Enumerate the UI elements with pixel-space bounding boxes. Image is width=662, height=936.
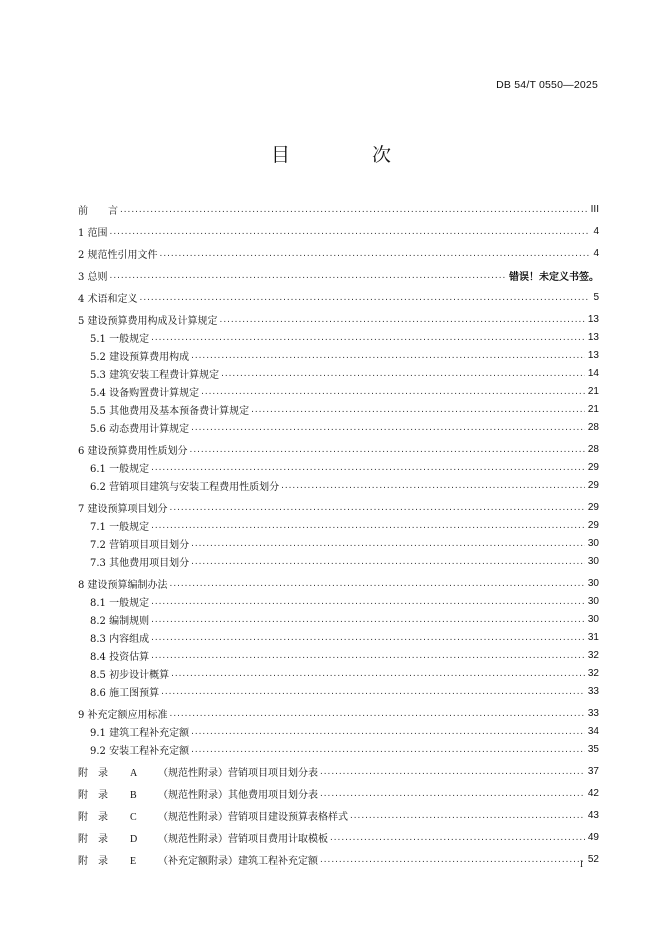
appendix-letter: D: [130, 833, 138, 845]
toc-entry[interactable]: [78, 592, 599, 610]
toc-entry-page: 29: [587, 501, 599, 513]
toc-entry-label: 5.4 设备购置费计算规定: [90, 384, 201, 399]
toc-entry-label: 5.3 建筑安装工程费计算规定: [90, 366, 221, 381]
toc-entry-label: 3 总则: [78, 268, 110, 283]
toc-entry-page: 37: [587, 765, 599, 777]
appendix-word: 附 录: [78, 833, 108, 845]
dot-leader: [151, 614, 585, 625]
dot-leader: [191, 538, 585, 549]
toc-entry-page: 28: [587, 443, 599, 455]
toc-entry[interactable]: [78, 704, 599, 722]
toc-entry-label: 7.3 其他费用项目划分: [90, 554, 191, 569]
dot-leader: [151, 596, 585, 607]
toc-entry[interactable]: [78, 200, 599, 218]
dot-leader: [170, 708, 585, 719]
dot-leader: [191, 744, 585, 755]
toc-entry[interactable]: [78, 244, 599, 262]
dot-leader: [151, 632, 585, 643]
appendix-word: 附 录: [78, 855, 108, 867]
toc-entry-label: [78, 786, 320, 801]
toc-entry-label: 8 建设预算编制办法: [78, 576, 170, 591]
toc-entry-page: 14: [587, 367, 599, 379]
toc-entry-page: 31: [587, 631, 599, 643]
dot-leader: [160, 248, 591, 259]
toc-entry-label: 9.1 建筑工程补充定额: [90, 724, 191, 739]
dot-leader: [151, 650, 585, 661]
toc-entry-page: 29: [587, 519, 599, 531]
toc-entry-label: 8.4 投资估算: [90, 648, 151, 663]
toc-entry-page: 21: [587, 385, 599, 397]
dot-leader: [151, 520, 585, 531]
toc-entry-label: 2 规范性引用文件: [78, 246, 160, 261]
toc-entry[interactable]: [78, 850, 599, 868]
toc-entry-page: 42: [587, 787, 599, 799]
dot-leader: [220, 314, 585, 325]
appendix-word: 附 录: [78, 789, 108, 801]
toc-entry-page: 13: [587, 331, 599, 343]
appendix-letter: E: [130, 855, 137, 867]
toc-entry-label: 6 建设预算费用性质划分: [78, 442, 190, 457]
dot-leader: [191, 726, 585, 737]
toc-entry-label: [78, 808, 350, 823]
toc-entry-label: 4 术语和定义: [78, 290, 140, 305]
toc-entry[interactable]: [78, 664, 599, 682]
dot-leader: [110, 226, 591, 237]
toc-entry-page: 30: [587, 595, 599, 607]
toc-entry-label: 9 补充定额应用标准: [78, 706, 170, 721]
dot-leader: [170, 502, 585, 513]
toc-entry[interactable]: [78, 418, 599, 436]
appendix-description: （规范性附录）营销项目建设预算表格样式: [158, 811, 348, 823]
dot-leader: [161, 686, 585, 697]
toc-entry[interactable]: [78, 610, 599, 628]
toc-entry-label: 前 言: [78, 202, 120, 217]
dot-leader: [190, 444, 585, 455]
document-id: DB 54/T 0550—2025: [496, 79, 598, 91]
toc-entry-page: 错误！未定义书签。: [509, 271, 599, 283]
toc-entry-page: 30: [587, 577, 599, 589]
toc-entry-page: 35: [587, 743, 599, 755]
appendix-description: （补充定额附录）建筑工程补充定额: [158, 855, 318, 867]
toc-entry[interactable]: [78, 346, 599, 364]
toc-entry-page: 30: [587, 537, 599, 549]
toc-entry-page: 49: [587, 831, 599, 843]
toc-entry-label: 5 建设预算费用构成及计算规定: [78, 312, 220, 327]
toc-entry-page: 5: [593, 291, 599, 303]
appendix-description: （规范性附录）营销项目费用计取模板: [158, 833, 328, 845]
toc-entry-page: 30: [587, 555, 599, 567]
toc-entry-label: [78, 764, 320, 779]
appendix-word: 附 录: [78, 811, 108, 823]
toc-entry-label: [78, 830, 330, 845]
toc-entry-page: 32: [587, 649, 599, 661]
toc-entry[interactable]: [78, 364, 599, 382]
dot-leader: [320, 854, 585, 865]
dot-leader: [251, 404, 585, 415]
toc-entry-page: 33: [587, 685, 599, 697]
toc-entry[interactable]: [78, 400, 599, 418]
appendix-letter: C: [130, 811, 137, 823]
toc-entry[interactable]: [78, 516, 599, 534]
toc-entry-label: 7 建设预算项目划分: [78, 500, 170, 515]
toc-entry[interactable]: [78, 534, 599, 552]
table-of-contents: [78, 200, 599, 868]
toc-entry[interactable]: [78, 682, 599, 700]
toc-entry[interactable]: [78, 722, 599, 740]
toc-entry[interactable]: [78, 440, 599, 458]
toc-entry-label: 7.1 一般规定: [90, 518, 151, 533]
toc-entry[interactable]: [78, 310, 599, 328]
dot-leader: [320, 788, 585, 799]
toc-entry-page: 4: [593, 247, 599, 259]
toc-entry-page: 32: [587, 667, 599, 679]
toc-entry-page: 21: [587, 403, 599, 415]
page-title: 目 次: [270, 144, 430, 166]
toc-entry-page: 43: [587, 809, 599, 821]
dot-leader: [151, 332, 585, 343]
dot-leader: [320, 766, 585, 777]
dot-leader: [191, 422, 585, 433]
toc-entry[interactable]: [78, 288, 599, 306]
dot-leader: [191, 350, 585, 361]
dot-leader: [191, 556, 585, 567]
toc-entry-label: 5.6 动态费用计算规定: [90, 420, 191, 435]
toc-entry[interactable]: [78, 266, 599, 284]
toc-entry[interactable]: [78, 740, 599, 758]
appendix-letter: A: [130, 767, 138, 779]
appendix-letter: B: [130, 789, 137, 801]
toc-entry-page: 13: [587, 349, 599, 361]
toc-entry[interactable]: [78, 222, 599, 240]
toc-entry[interactable]: [78, 784, 599, 802]
toc-entry-page: III: [590, 203, 599, 215]
toc-entry[interactable]: [78, 828, 599, 846]
toc-entry-label: 8.5 初步设计概算: [90, 666, 171, 681]
toc-entry-label: 6.2 营销项目建筑与安装工程费用性质划分: [90, 478, 281, 493]
dot-leader: [110, 270, 506, 281]
toc-entry-page: 29: [587, 479, 599, 491]
dot-leader: [151, 462, 585, 473]
toc-entry-label: [78, 852, 320, 867]
appendix-description: （规范性附录）营销项目项目划分表: [158, 767, 318, 779]
dot-leader: [350, 810, 585, 821]
toc-entry-label: 5.2 建设预算费用构成: [90, 348, 191, 363]
toc-entry[interactable]: [78, 628, 599, 646]
toc-entry-label: 8.3 内容组成: [90, 630, 151, 645]
dot-leader: [221, 368, 585, 379]
toc-entry[interactable]: [78, 328, 599, 346]
toc-entry-label: 8.1 一般规定: [90, 594, 151, 609]
toc-entry[interactable]: [78, 646, 599, 664]
toc-entry[interactable]: [78, 552, 599, 570]
dot-leader: [140, 292, 591, 303]
toc-entry-label: 8.6 施工图预算: [90, 684, 161, 699]
dot-leader: [171, 668, 585, 679]
dot-leader: [330, 832, 585, 843]
dot-leader: [201, 386, 585, 397]
toc-entry-page: 34: [587, 725, 599, 737]
toc-entry-page: 13: [587, 313, 599, 325]
toc-entry-page: 29: [587, 461, 599, 473]
toc-entry-label: 7.2 营销项目项目划分: [90, 536, 191, 551]
toc-entry[interactable]: [78, 476, 599, 494]
dot-leader: [281, 480, 585, 491]
toc-entry[interactable]: [78, 458, 599, 476]
toc-entry-label: 9.2 安装工程补充定额: [90, 742, 191, 757]
toc-entry-label: 1 范围: [78, 224, 110, 239]
toc-entry-label: 8.2 编制规则: [90, 612, 151, 627]
toc-entry-label: 6.1 一般规定: [90, 460, 151, 475]
page-number: I: [580, 859, 583, 869]
dot-leader: [170, 578, 585, 589]
toc-entry[interactable]: [78, 498, 599, 516]
toc-entry-page: 33: [587, 707, 599, 719]
toc-entry[interactable]: [78, 382, 599, 400]
dot-leader: [120, 204, 588, 215]
toc-entry-page: 30: [587, 613, 599, 625]
toc-entry-label: 5.5 其他费用及基本预备费计算规定: [90, 402, 251, 417]
appendix-description: （规范性附录）其他费用项目划分表: [158, 789, 318, 801]
toc-entry[interactable]: [78, 574, 599, 592]
toc-entry-page: 4: [593, 225, 599, 237]
appendix-word: 附 录: [78, 767, 108, 779]
toc-entry[interactable]: [78, 806, 599, 824]
toc-entry-page: 52: [587, 853, 599, 865]
toc-entry-page: 28: [587, 421, 599, 433]
toc-entry-label: 5.1 一般规定: [90, 330, 151, 345]
toc-entry[interactable]: [78, 762, 599, 780]
